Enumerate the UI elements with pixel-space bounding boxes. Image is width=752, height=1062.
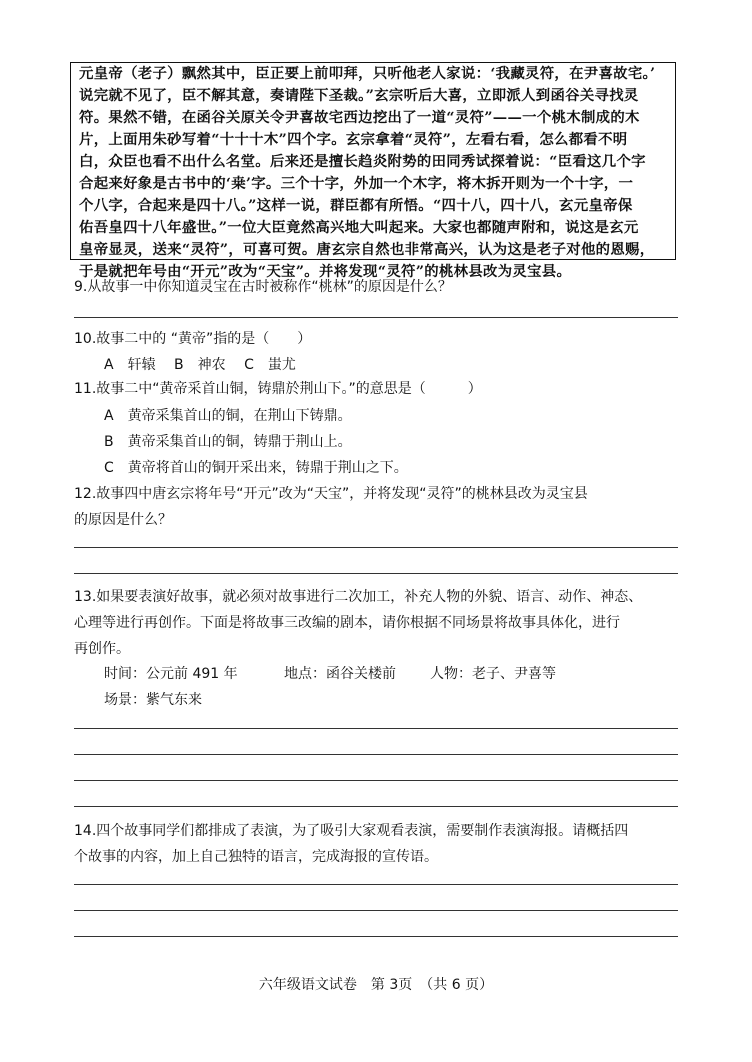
passage-line: 片，上面用朱砂写着“十十十木”四个字。玄宗拿着“灵符”，左看右看，怎么都看不明 (79, 131, 628, 148)
q11-option-b[interactable]: B 黄帝采集首山的铜，铸鼎于荆山上。 (104, 434, 352, 450)
passage-line: 佑吾皇四十八年盛世。”一位大臣竟然高兴地大叫起来。大家也都随声附和，说这是玄元 (79, 219, 639, 236)
question-12-line2: 的原因是什么？ (74, 512, 172, 528)
passage-line: 于是就把年号由“开元”改为“天宝”。并将发现“灵符”的桃林县改为灵宝县。 (79, 263, 572, 280)
q10-option-c[interactable]: C 蚩尤 (244, 357, 296, 373)
answer-line-q13[interactable] (74, 728, 678, 729)
question-13-line1: 13.如果要表演好故事，就必须对故事进行二次加工，补充人物的外貌、语言、动作、神态、 (74, 589, 643, 605)
question-14-line2: 个故事的内容，加上自己独特的语言，完成海报的宣传语。 (74, 849, 438, 865)
q13-scene: 场景：紫气东来 (104, 692, 202, 708)
question-13-line3: 再创作。 (74, 641, 130, 657)
question-11: 11.故事二中“黄帝采首山铜，铸鼎於荆山下。”的意思是（ ） (74, 381, 482, 397)
passage-line: 白，众臣也看不出什么名堂。后来还是擅长趋炎附势的田同秀试探着说：“臣看这几个字 (79, 153, 646, 170)
answer-line-q14[interactable] (74, 884, 678, 885)
question-14-line1: 14.四个故事同学们都排成了表演，为了吸引大家观看表演，需要制作表演海报。请概括四 (74, 823, 629, 839)
passage-box (70, 62, 676, 280)
answer-line-q13[interactable] (74, 780, 678, 781)
answer-line-q14[interactable] (74, 936, 678, 937)
q13-place: 地点：函谷关楼前 (284, 666, 396, 682)
q13-people: 人物：老子、尹喜等 (430, 666, 556, 682)
passage-line: 合起来好象是古书中的‘桒’字。三个十字，外加一个木字，将木拆开则为一个十字，一 (79, 175, 634, 192)
answer-line-q12[interactable] (74, 547, 678, 548)
q10-options (104, 354, 296, 374)
answer-line-q14[interactable] (74, 910, 678, 911)
answer-line-q13[interactable] (74, 754, 678, 755)
answer-line-q9[interactable] (74, 317, 678, 318)
passage-line: 元皇帝（老子）飘然其中，臣正要上前叩拜，只听他老人家说：‘我藏灵符，在尹喜故宅。’ (79, 65, 656, 82)
answer-line-q12[interactable] (74, 573, 678, 574)
q10-option-a[interactable]: A 轩辕 (104, 357, 156, 373)
q10-option-b[interactable]: B 神农 (174, 357, 226, 373)
passage-line: 个八字，合起来是四十八。”这样一说，群臣都有所悟。“四十八，四十八，玄元皇帝保 (79, 197, 633, 214)
passage-line: 符。果然不错，在函谷关原关令尹喜故宅西边挖出了一道“灵符”——一个桃木制成的木 (79, 109, 640, 126)
passage-line: 说完就不见了，臣不解其意，奏请陛下圣裁。”玄宗听后大喜，立即派人到函谷关寻找灵 (79, 87, 639, 104)
question-10: 10.故事二中的 “黄帝”指的是（ ） (74, 331, 312, 347)
question-12-line1: 12.故事四中唐玄宗将年号“开元”改为“天宝”，并将发现“灵符”的桃林县改为灵宝县 (74, 486, 588, 502)
question-13-line2: 心理等进行再创作。下面是将故事三改编的剧本，请你根据不同场景将故事具体化，进行 (74, 615, 620, 631)
q13-time: 时间：公元前 491 年 (104, 666, 238, 682)
q11-option-c[interactable]: C 黄帝将首山的铜开采出来，铸鼎于荆山之下。 (104, 460, 408, 476)
q11-option-a[interactable]: A 黄帝采集首山的铜，在荆山下铸鼎。 (104, 408, 352, 424)
question-9: 9.从故事一中你知道灵宝在古时被称作“桃林”的原因是什么？ (74, 279, 452, 295)
answer-line-q13[interactable] (74, 806, 678, 807)
page-footer: 六年级语文试卷 第 3页 （共 6 页） (258, 977, 494, 993)
passage-line: 皇帝显灵，送来“灵符”，可喜可贺。唐玄宗自然也非常高兴，认为这是老子对他的恩赐， (79, 241, 655, 258)
